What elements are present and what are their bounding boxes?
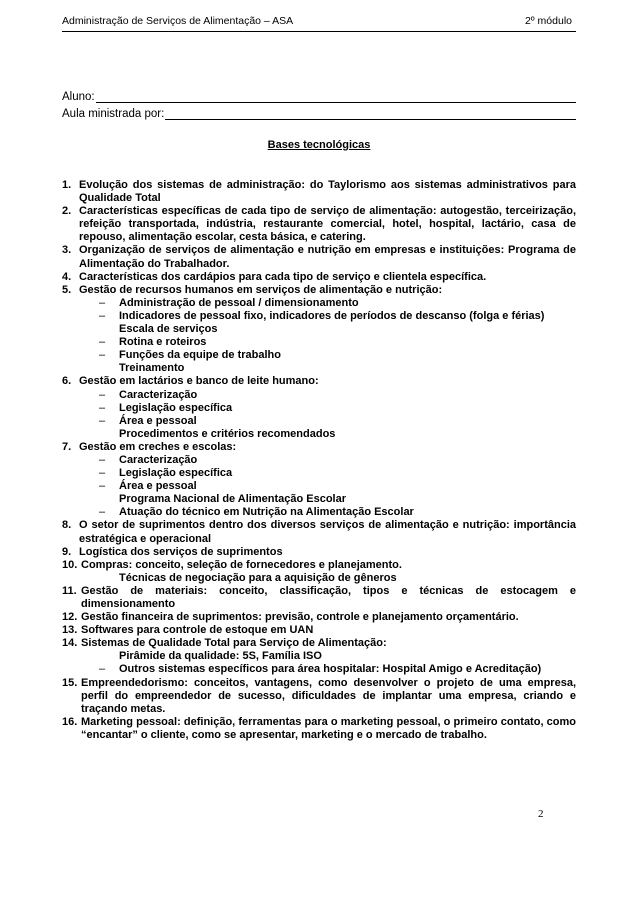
- topic-item: [62, 375, 576, 388]
- topic-item: [62, 546, 576, 559]
- subtopic-item: [62, 297, 576, 310]
- topic-number: 2.: [62, 205, 72, 218]
- subtopic-dash: –: [99, 349, 106, 362]
- topic-item: [62, 624, 576, 637]
- subtopic-text: Funções da equipe de trabalho: [119, 349, 281, 362]
- topic-number: 12.: [62, 611, 78, 624]
- course-title: Administração de Serviços de Alimentação – ASA: [62, 15, 294, 27]
- subtopic-text: Caracterização: [119, 388, 198, 401]
- subtopic-text: Técnicas de negociação para a aquisição de gêneros: [119, 571, 397, 584]
- subtopic-item: [62, 663, 576, 676]
- taught-by-label: Aula ministrada por:: [62, 108, 165, 120]
- subtopic-item: [62, 415, 576, 428]
- topic-number: 14.: [62, 637, 78, 650]
- subtopic-item: [62, 493, 576, 506]
- subtopic-item: [62, 362, 576, 375]
- topic-item: [62, 716, 576, 742]
- topic-text: Características específicas de cada tipo de serviço de alimentação: autogestão, terceirização, refeição transportada, indústria, restaurante comercial, hotel, hospital, lactário, casa de repouso, alimentação escolar, cesta básica, e catering.: [79, 205, 576, 244]
- subtopic-dash: –: [99, 388, 106, 401]
- subtopic-item: [62, 389, 576, 402]
- topic-number: 9.: [62, 545, 72, 558]
- subtopic-text: Indicadores de pessoal fixo, indicadores de períodos de descanso (folga e férias): [119, 309, 545, 322]
- topic-text: Compras: conceito, seleção de fornecedores e planejamento.: [81, 558, 402, 571]
- topic-item: [62, 677, 576, 716]
- topic-item: [62, 611, 576, 624]
- subtopic-dash: –: [99, 401, 106, 414]
- subtopic-item: [62, 428, 576, 441]
- subtopic-item: [62, 323, 576, 336]
- student-label: Aluno:: [62, 91, 95, 103]
- topic-text: Empreendedorismo: conceitos, vantagens, como desenvolver o projeto de uma empresa, perfil do empreendedor de sucesso, dificuldades de implantar uma empresa, criando e traçando metas.: [81, 676, 576, 715]
- subtopic-dash: –: [99, 453, 106, 466]
- topic-item: [62, 244, 576, 270]
- subtopic-dash: –: [99, 467, 106, 480]
- subtopic-item: [62, 310, 576, 323]
- subtopic-item: [62, 572, 576, 585]
- subtopic-item: [62, 402, 576, 415]
- subtopic-text: Treinamento: [119, 362, 185, 375]
- subtopic-dash: –: [99, 506, 106, 519]
- subtopic-item: [62, 467, 576, 480]
- topic-number: 1.: [62, 179, 72, 191]
- topic-number: 5.: [62, 283, 72, 296]
- subtopic-item: [62, 336, 576, 349]
- subtopic-text: Atuação do técnico em Nutrição na Alimentação Escolar: [119, 506, 414, 519]
- subtopic-text: Legislação específica: [119, 401, 233, 414]
- subtopic-text: Legislação específica: [119, 467, 233, 480]
- topic-number: 11.: [62, 584, 77, 597]
- topic-number: 4.: [62, 270, 72, 283]
- topic-number: 8.: [62, 519, 72, 532]
- subtopic-dash: –: [99, 309, 106, 322]
- student-field: [62, 91, 576, 103]
- subtopic-text: Procedimentos e critérios recomendados: [119, 427, 336, 440]
- topic-text: Organização de serviços de alimentação e nutrição em empresas e instituições: Programa de Alimentação do Trabalhador.: [79, 244, 576, 270]
- topic-text: Características dos cardápios para cada tipo de serviço e clientela específica.: [79, 270, 487, 283]
- topic-text: Softwares para controle de estoque em UAN: [81, 624, 314, 637]
- taught-by-field: [62, 108, 576, 120]
- topic-text: Gestão de materiais: conceito, classificação, tipos e técnicas de estocagem e dimensionamento: [81, 584, 576, 610]
- subtopic-item: [62, 480, 576, 493]
- page-number: 2: [538, 808, 544, 820]
- topic-item: [62, 284, 576, 297]
- topic-item: [62, 179, 576, 205]
- topic-text: Gestão em creches e escolas:: [79, 440, 237, 453]
- topic-text: Gestão financeira de suprimentos: previsão, controle e planejamento orçamentário.: [81, 611, 519, 624]
- topic-text: Gestão de recursos humanos em serviços de alimentação e nutrição:: [79, 283, 443, 296]
- topic-text: Logística dos serviços de suprimentos: [79, 545, 283, 558]
- topic-item: [62, 271, 576, 284]
- subtopic-dash: –: [99, 663, 106, 676]
- topic-item: [62, 559, 576, 572]
- subtopic-text: Rotina e roteiros: [119, 336, 207, 349]
- topic-item: [62, 519, 576, 545]
- subtopic-dash: –: [99, 296, 106, 309]
- topic-number: 16.: [62, 715, 78, 728]
- subtopic-text: Outros sistemas específicos para área hospitalar: Hospital Amigo e Acreditação): [119, 663, 542, 676]
- topic-text: Evolução dos sistemas de administração: do Taylorismo aos sistemas administrativos para Qualidade Total: [79, 179, 576, 205]
- section-title: Bases tecnológicas: [267, 139, 371, 151]
- subtopic-text: Programa Nacional de Alimentação Escolar: [119, 493, 347, 506]
- topic-text: Gestão em lactários e banco de leite humano:: [79, 375, 319, 388]
- topic-text: O setor de suprimentos dentro dos diversos serviços de alimentação e nutrição: importância estratégica e operacional: [79, 519, 576, 545]
- subtopic-item: [62, 454, 576, 467]
- subtopic-text: Área e pessoal: [119, 414, 197, 427]
- topic-number: 15.: [62, 676, 78, 689]
- subtopic-text: Área e pessoal: [119, 480, 197, 493]
- subtopic-dash: –: [99, 480, 106, 493]
- subtopic-text: Caracterização: [119, 453, 198, 466]
- subtopic-item: [62, 349, 576, 362]
- topics-list: [62, 179, 576, 742]
- subtopic-text: Escala de serviços: [119, 323, 218, 336]
- topic-text: Sistemas de Qualidade Total para Serviço de Alimentação:: [81, 637, 387, 650]
- topic-number: 7.: [62, 440, 72, 453]
- topic-item: [62, 441, 576, 454]
- subtopic-text: Pirâmide da qualidade: 5S, Família ISO: [119, 650, 322, 663]
- topic-item: [62, 585, 576, 611]
- topic-number: 13.: [62, 624, 78, 637]
- subtopic-dash: –: [99, 414, 106, 427]
- module-label: 2º módulo: [524, 15, 572, 27]
- taught-by-blank-line: [165, 108, 576, 120]
- topic-number: 6.: [62, 375, 72, 388]
- subtopic-item: [62, 650, 576, 663]
- topic-item: [62, 205, 576, 244]
- topic-item: [62, 637, 576, 650]
- topic-number: 10.: [62, 558, 78, 571]
- student-blank-line: [96, 91, 576, 103]
- subtopic-dash: –: [99, 336, 106, 349]
- page-header: [62, 14, 576, 32]
- topic-text: Marketing pessoal: definição, ferramentas para o marketing pessoal, o primeiro contato, como “encantar” o cliente, como se apresentar, marketing e o mercado de trabalho.: [81, 715, 576, 741]
- subtopic-item: [62, 506, 576, 519]
- subtopic-text: Administração de pessoal / dimensionamento: [119, 296, 359, 309]
- topic-number: 3.: [62, 244, 72, 257]
